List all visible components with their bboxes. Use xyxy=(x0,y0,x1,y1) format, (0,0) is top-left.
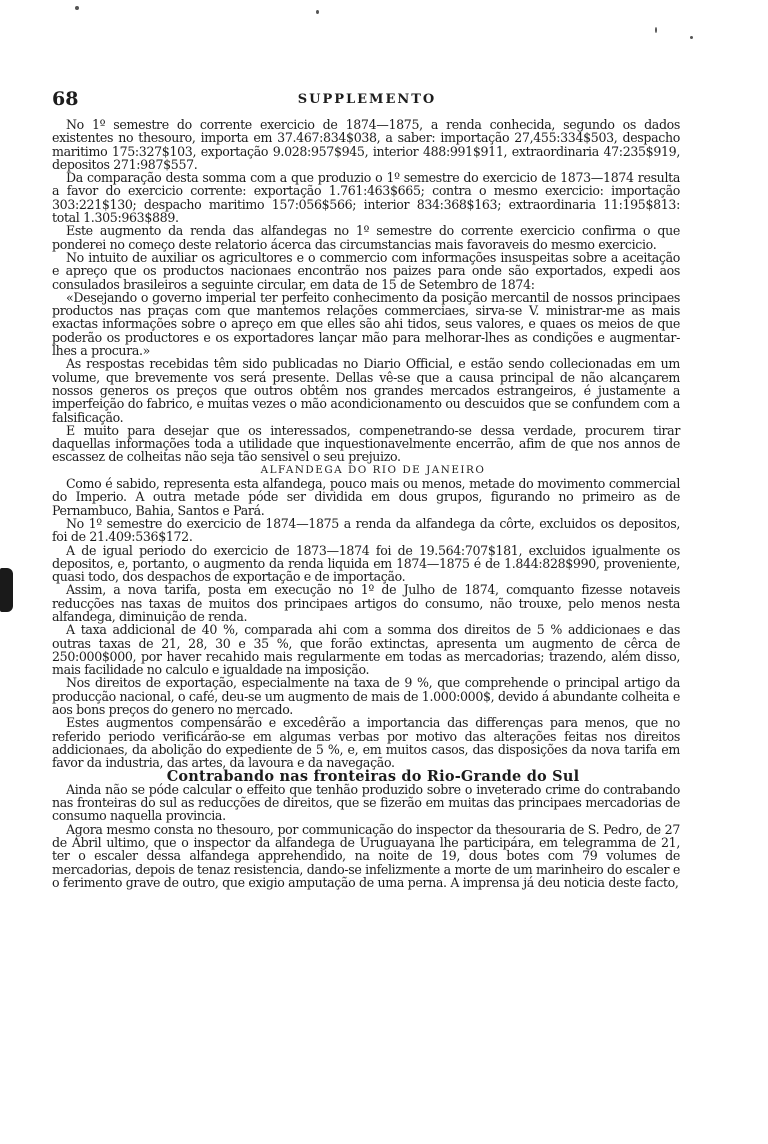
section-heading-contrabando: Contrabando nas fronteiras do Rio-Grande do Sul xyxy=(166,767,580,785)
running-head: SUPPLEMENTO xyxy=(297,92,437,107)
quoted-circular: «Desejando o governo imperial ter perfeito conhecimento da posição mercantil de nossos principaes productos nas praças com que mantemos relações commerciaes, sirva-se V. ministrar-me as mais exactas informações sobre o apreço em que elles são ahi tidos, seus valores, e quaes os meios de que poderão os productores e os exportadores lançar mão para melhorar-lhes as condições e augmentar-lhes a procura.» xyxy=(52,289,680,359)
paragraph: As respostas recebidas têm sido publicadas no Diario Official, e estão sendo collecionadas em um volume, que brevemente vos será presente. Dellas vê-se que a causa principal de não alcançarem nossos generos os preços que outros obtêm nos grandes mercados estrangeiros, é justamente a imperfeição do fabrico, e muitas vezes o mão acondicionamento ou descuidos que se confundem com a falsificação. xyxy=(52,356,680,425)
body-text xyxy=(52,118,680,889)
paragraph: Estes augmentos compensárão e excedêrão a importancia das differenças para menos, que no referido periodo verificárão-se em algumas verbas por motivo das alterações feitas nos direitos addicionaes, da abolição do expediente de 5 %, e, em muitos casos, das disposições da nova tarifa em favor da industria, das artes, da lavoura e da navegação. xyxy=(52,715,680,771)
margin-ink-mark xyxy=(0,568,13,612)
paragraph: Agora mesmo consta no thesouro, por communicação do inspector da thesouraria de S. Pedro, de 27 de Abril ultimo, que o inspector da alfandega de Uruguayana lhe participára, em telegramma de 21, ter o escaler dessa alfandega apprehendido, na noite de 19, dous botes com 79 volumes de mercadorias, depois de tenaz resistencia, dando-se infelizmente a morte de um marinheiro do escaler e o ferimento grave de outro, que exigio amputação de uma perna. A imprensa já deu noticia deste facto, xyxy=(52,821,680,890)
paragraph: No 1º semestre do corrente exercicio de 1874—1875, a renda conhecida, segundo os dados existentes no thesouro, importa em 37.467:834$038, a saber: importação 27,455:334$503, despacho maritimo 175:327$103, exportação 9.028:957$945, interior 488:991$911, extraordinaria 47:235$919, depositos 271:987$557. xyxy=(52,117,680,172)
paragraph: Ainda não se póde calcular o effeito que tenhão produzido sobre o inveterado crime do contrabando nas fronteiras do sul as reducções de direitos, que se fizerão em muitas das principaes mercadorias de consumo naquella provincia. xyxy=(52,781,680,824)
print-speck xyxy=(655,27,657,33)
paragraph: Da comparação desta somma com a que produzio o 1º semestre do exercicio de 1873—1874 resulta a favor do exercicio corrente: exportação 1.761:463$665; contra o mesmo exercicio: importação 303:221$130; despacho maritimo 157:056$566; interior 834:368$163; extraordinaria 11:195$813: total 1.305:963$889. xyxy=(52,170,680,226)
paragraph: Assim, a nova tarifa, posta em execução no 1º de Julho de 1874, comquanto fizesse notaveis reducções nas taxas de muitos dos principaes artigos do consumo, não trouxe, pelo menos nesta alfandega, diminuição de renda. xyxy=(52,582,680,624)
page-number: 68 xyxy=(52,88,79,110)
paragraph: No 1º semestre do exercicio de 1874—1875 a renda da alfandega da côrte, excluidos os depositos, foi de 21.409:536$172. xyxy=(52,515,680,545)
paragraph: No intuito de auxiliar os agricultores e o commercio com informações insuspeitas sobre a aceitação e apreço que os productos nacionaes encontrão nos paizes para onde são exportados, expedi aos consulados brasileiros a seguinte circular, em data de 15 de Setembro de 1874: xyxy=(52,249,680,292)
paragraph: A de igual periodo do exercicio de 1873—1874 foi de 19.564:707$181, excluidos igualmente os depositos, e, portanto, o augmento da renda liquida em 1874—1875 é de 1.844:828$990, proveniente, quasi todo, dos despachos de exportação e de importação. xyxy=(52,542,680,585)
paragraph: Este augmento da renda das alfandegas no 1º semestre do corrente exercicio confirma o que ponderei no começo deste relatorio ácerca das circumstancias mais favoraveis do mesmo exercicio. xyxy=(52,223,680,252)
page-header xyxy=(52,88,682,114)
paragraph: Como é sabido, representa esta alfandega, pouco mais ou menos, metade do movimento commercial do Imperio. A outra metade póde ser dividida em dous grupos, figurando no primeiro as de Pernambuco, Bahia, Santos e Pará. xyxy=(52,476,680,518)
print-speck xyxy=(690,36,693,39)
print-speck xyxy=(75,6,79,10)
paragraph: E muito para desejar que os interessados, compenetrando-se dessa verdade, procurem tirar daquellas informações toda a utilidade que inquestionavelmente encerrão, afim de que nos annos de escassez de colheitas não seja tão sensivel o seu prejuizo. xyxy=(52,422,680,465)
paragraph: A taxa addicional de 40 %, comparada ahi com a somma dos direitos de 5 % addicionaes e das outras taxas de 21, 28, 30 e 35 %, que forão extinctas, apresenta um augmento de cêrca de 250:000$000, por haver recahido mais regularmente em todas as mercadorias; trazendo, além disso, mais facilidade no calculo e igualdade na imposição. xyxy=(52,622,680,678)
section-heading-alfandega: ALFANDEGA DO RIO DE JANEIRO xyxy=(260,463,486,476)
print-speck xyxy=(316,10,319,14)
paragraph: Nos direitos de exportação, especialmente na taxa de 9 %, que comprehende o principal artigo da producção nacional, o café, deu-se um augmento de mais de 1.000:000$, devido á abundante colheita e aos bons preços do genero no mercado. xyxy=(52,675,680,718)
